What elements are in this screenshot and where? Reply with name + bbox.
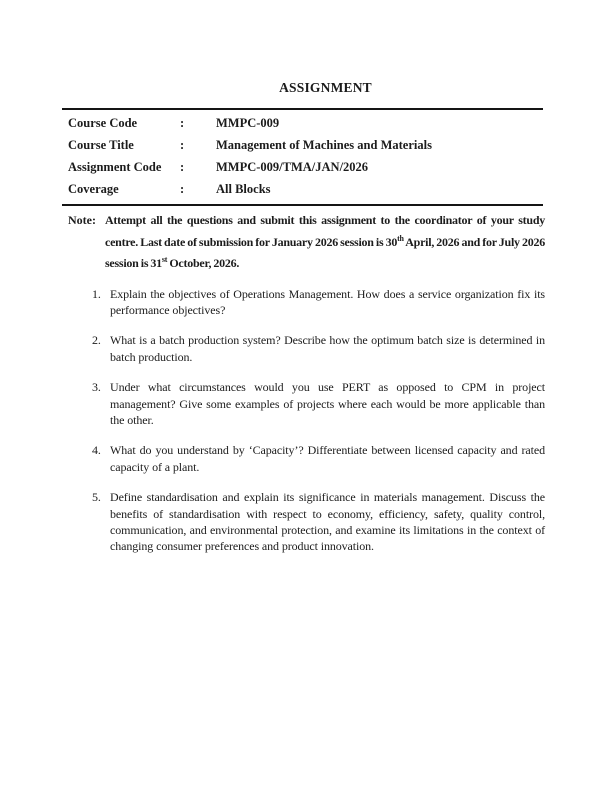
course-info-row: [62, 156, 543, 178]
question-text: Under what circumstances would you use PERT as opposed to CPM in project management? Give some examples of projects where each would be more applicable than the other.: [110, 380, 545, 427]
question-number: 3.: [92, 380, 101, 395]
note-block: [68, 210, 545, 275]
note-label: Note:: [68, 213, 96, 227]
assignment-code-label: Assignment Code: [68, 160, 162, 174]
question-item: [68, 489, 545, 555]
question-item: [68, 442, 545, 475]
document-content: [68, 0, 545, 569]
course-title-label: Course Title: [68, 138, 134, 152]
question-item: [68, 286, 545, 319]
question-number: 4.: [92, 443, 101, 458]
note-superscript-st: st: [161, 255, 168, 264]
question-item: [68, 379, 545, 428]
note-text-part2: April, 2026 and for July 2026 session is 31: [105, 234, 545, 270]
course-code-separator: :: [180, 116, 185, 130]
questions-list: [68, 286, 545, 555]
course-info-table: [62, 108, 543, 206]
course-info-row: [62, 178, 543, 200]
question-number: 2.: [92, 333, 101, 348]
question-number: 1.: [92, 286, 101, 301]
page-title: ASSIGNMENT: [279, 80, 372, 95]
question-item: [68, 332, 545, 365]
coverage-label: Coverage: [68, 182, 119, 196]
note-text-part3: October, 2026.: [167, 256, 240, 270]
question-number: 5.: [92, 490, 101, 505]
note-superscript-th: th: [397, 233, 404, 243]
question-text: Define standardisation and explain its significance in materials management. Discuss the benefits of standardisation with respect to economy, efficiency, safety, quality control, communication, and environmental protection, and examine its limitations in the context of changing consumer preferences and product innovation.: [110, 490, 545, 554]
assignment-code-value: MMPC-009/TMA/JAN/2026: [216, 160, 369, 174]
coverage-separator: :: [180, 182, 185, 196]
question-text: What do you understand by ‘Capacity’? Differentiate between licensed capacity and rated capacity of a plant.: [110, 443, 545, 474]
assignment-code-separator: :: [180, 160, 185, 174]
course-info-row: [62, 134, 543, 156]
course-title-separator: :: [180, 138, 185, 152]
course-code-value: MMPC-009: [216, 116, 280, 130]
note-text-part1: Attempt all the questions and submit this assignment to the coordinator of your study centre. Last date of submission for January 2026 session is 30: [105, 213, 545, 249]
course-code-label: Course Code: [68, 116, 138, 130]
question-text: Explain the objectives of Operations Management. How does a service organization fix its performance objectives?: [110, 286, 545, 317]
course-info-row: [62, 112, 543, 134]
question-text: What is a batch production system? Describe how the optimum batch size is determined in batch production.: [110, 333, 545, 364]
course-title-value: Management of Machines and Materials: [216, 138, 432, 152]
coverage-value: All Blocks: [216, 182, 271, 196]
